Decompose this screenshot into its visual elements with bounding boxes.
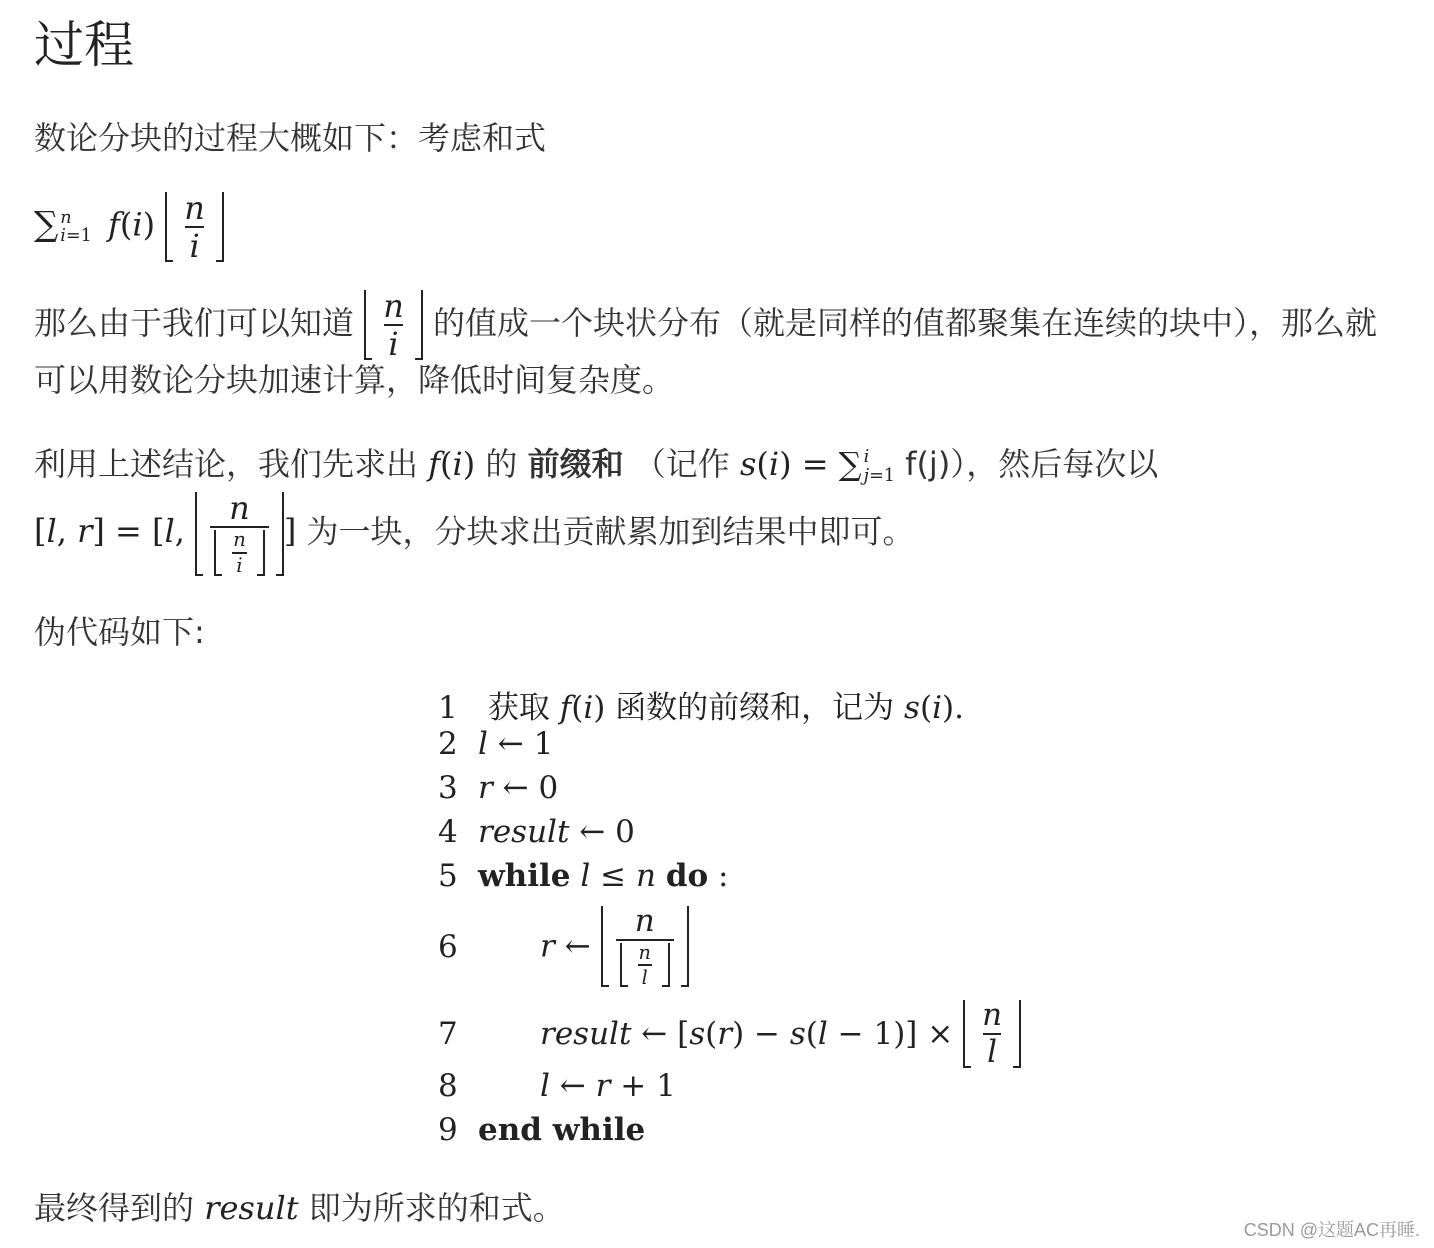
csdn-watermark: CSDN @这题AC再睡.	[1243, 1220, 1420, 1240]
algo-line-7: 7 result ← [s(r) − s(l − 1)] × $\frac{n}{l}$	[438, 1000, 1021, 1068]
prefix-sum-term: 前缀和	[527, 445, 624, 483]
algo-line-9: 9 end while	[438, 1112, 646, 1148]
algo-line-6: 6 r ← $\frac{n}{\frac{n}{l}}$	[438, 906, 689, 987]
algo-line-2: 2 l ← 1	[438, 726, 554, 762]
page-title: 过程	[34, 16, 134, 74]
algo-line-5: 5 while l ≤ n do :	[438, 858, 729, 894]
algo-line-4: 4 result ← 0	[438, 814, 635, 850]
algo-line-3: 3 r ← 0	[438, 770, 559, 806]
pseudo-code-intro: 伪代码如下:	[34, 613, 205, 651]
intro-paragraph: 数论分块的过程大概如下：考虑和式	[34, 119, 547, 157]
paragraph-3: 利用上述结论，我们先求出 f(i) 的 前缀和 （记作 s(i) = ∑ i j=1 f(j)），然后每次以	[34, 445, 1159, 486]
paragraph-2-line-2: 可以用数论分块加速计算，降低时间复杂度。	[34, 361, 675, 399]
paragraph-2: 那么由于我们可以知道 $\frac{n}{i}$ 的值成一个块状分布（就是同样的值都聚集在连续的块中），那么就	[34, 287, 1377, 363]
floor-n-over-i-inline: $\frac{n}{i}$	[364, 290, 423, 360]
sum-formula: ∑ n i=1 f(i) $\frac{n}{i}$	[34, 192, 224, 262]
final-paragraph: 最终得到的 result 即为所求的和式。	[34, 1189, 565, 1227]
algo-line-1: 1 获取 f(i) 函数的前缀和，记为 s(i).	[438, 690, 964, 726]
paragraph-3-line-2: [l, r] = [l, $\frac{n}{\frac{n}{i}}$ ] 为一块，分块求出贡献累加到结果中即可。	[34, 489, 915, 577]
algo-line-8: 8 l ← r + 1	[438, 1068, 676, 1104]
floor-n-over-i: $\frac{n}{i}$	[165, 192, 224, 262]
